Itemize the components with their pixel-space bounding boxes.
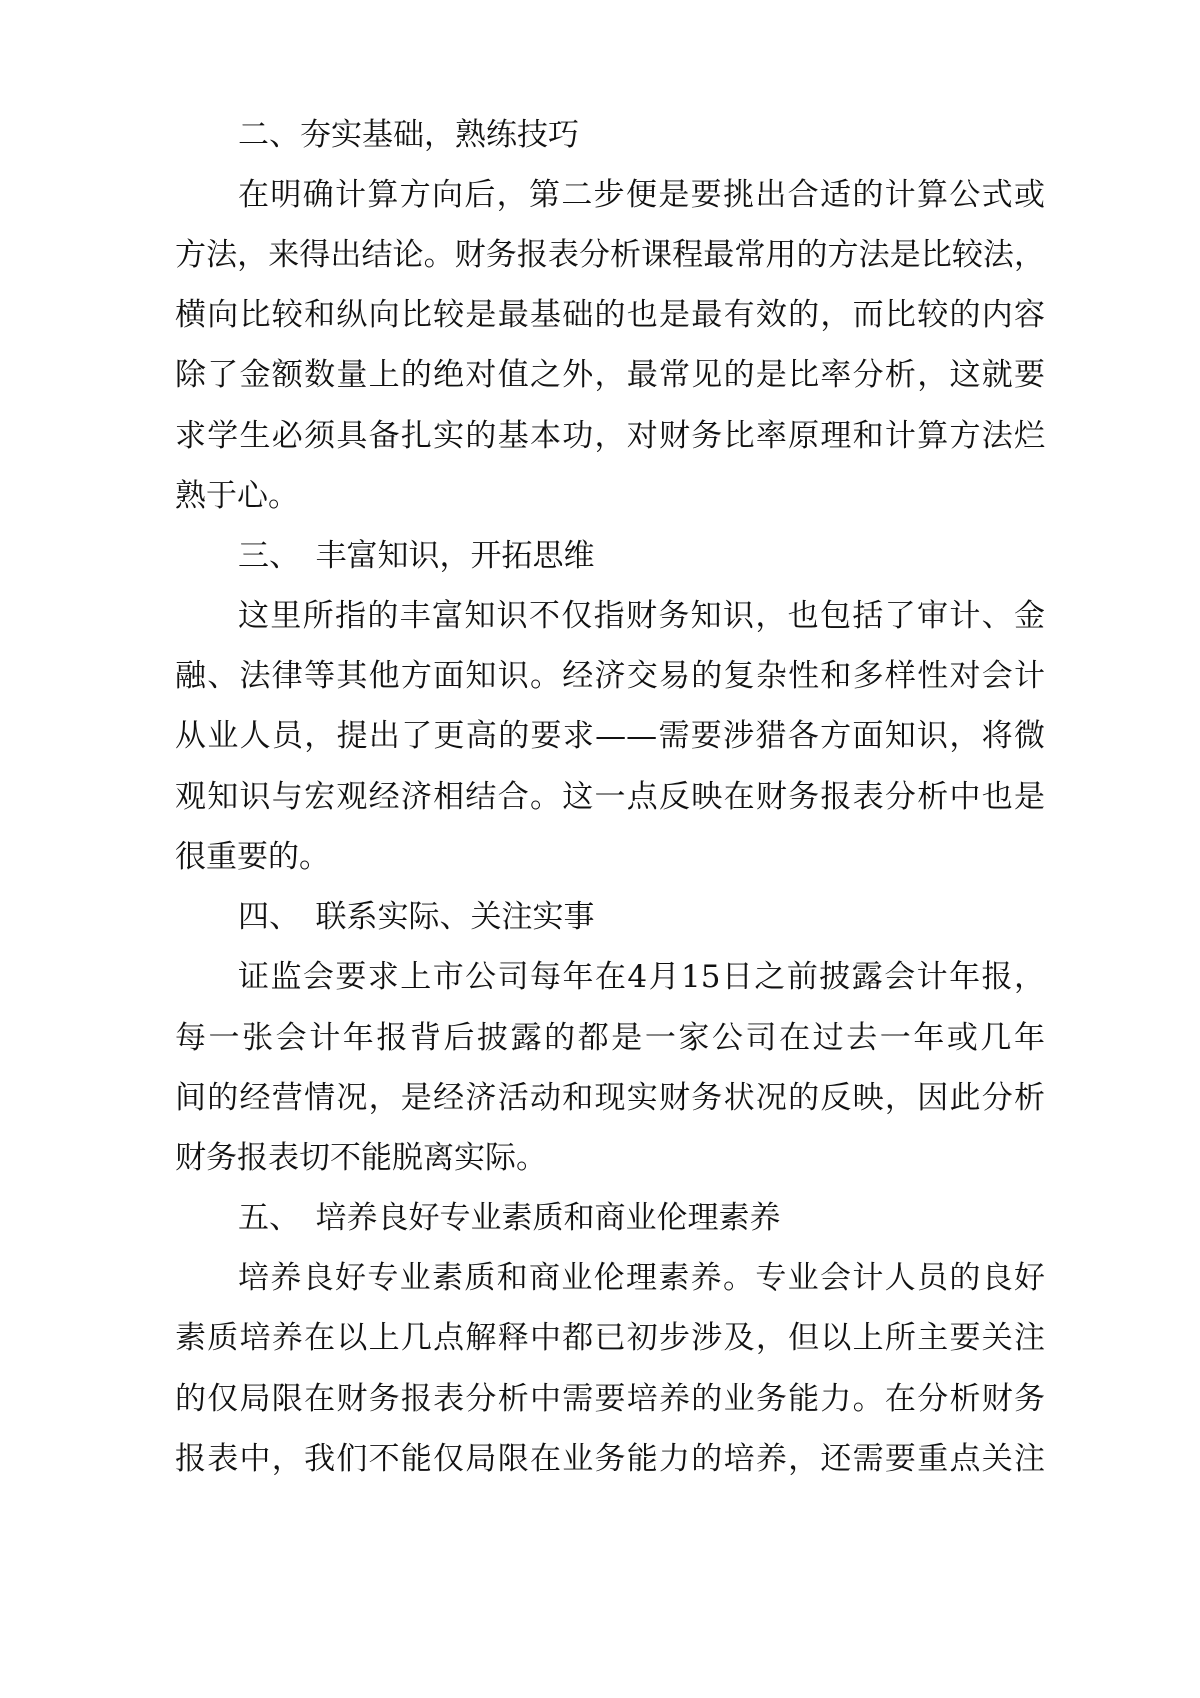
paragraph-line: 方法，来得出结论。财务报表分析课程最常用的方法是比较法， [175, 237, 1045, 273]
paragraph-line: 在明确计算方向后，第二步便是要挑出合适的计算公式或 [238, 177, 1045, 213]
heading-section-5: 五、 培养良好专业素质和商业伦理素养 [238, 1200, 781, 1236]
paragraph-line: 融、法律等其他方面知识。经济交易的复杂性和多样性对会计 [175, 658, 1045, 694]
paragraph-line: 证监会要求上市公司每年在4月15日之前披露会计年报， [238, 959, 1045, 995]
paragraph-line: 观知识与宏观经济相结合。这一点反映在财务报表分析中也是 [175, 779, 1045, 815]
paragraph-line: 求学生必须具备扎实的基本功，对财务比率原理和计算方法烂 [175, 418, 1045, 454]
paragraph-line: 从业人员，提出了更高的要求——需要涉猎各方面知识，将微 [175, 718, 1045, 754]
paragraph-line: 的仅局限在财务报表分析中需要培养的业务能力。在分析财务 [175, 1381, 1045, 1417]
paragraph-line: 这里所指的丰富知识不仅指财务知识，也包括了审计、金 [238, 598, 1045, 634]
paragraph-line: 间的经营情况，是经济活动和现实财务状况的反映，因此分析 [175, 1080, 1045, 1116]
heading-section-4: 四、 联系实际、关注实事 [238, 899, 595, 935]
paragraph-line: 熟于心。 [175, 478, 299, 514]
paragraph-line: 很重要的。 [175, 839, 330, 875]
heading-section-2: 二、夯实基础，熟练技巧 [238, 117, 579, 153]
paragraph-line: 横向比较和纵向比较是最基础的也是最有效的，而比较的内容 [175, 297, 1045, 333]
paragraph-line: 每一张会计年报背后披露的都是一家公司在过去一年或几年 [175, 1020, 1045, 1056]
paragraph-line: 财务报表切不能脱离实际。 [175, 1140, 547, 1176]
paragraph-line: 报表中，我们不能仅局限在业务能力的培养，还需要重点关注 [175, 1441, 1045, 1477]
heading-section-3: 三、 丰富知识，开拓思维 [238, 538, 595, 574]
paragraph-line: 除了金额数量上的绝对值之外，最常见的是比率分析，这就要 [175, 357, 1045, 393]
paragraph-line: 培养良好专业素质和商业伦理素养。专业会计人员的良好 [238, 1260, 1045, 1296]
paragraph-line: 素质培养在以上几点解释中都已初步涉及，但以上所主要关注 [175, 1320, 1045, 1356]
